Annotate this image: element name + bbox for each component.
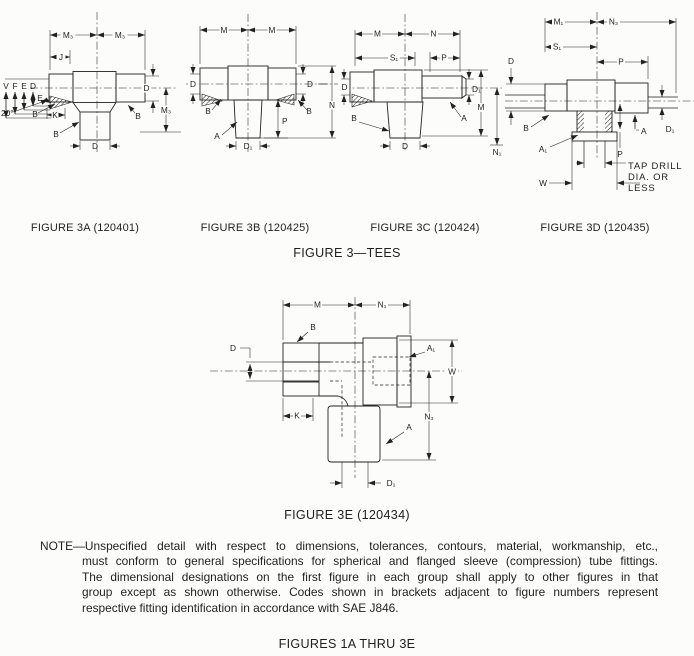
fig3b-labels xyxy=(190,25,335,151)
fig3d-tee-outline xyxy=(505,80,678,168)
fig3a-chamfer-hatch xyxy=(50,96,72,109)
fig3a-centerlines xyxy=(30,12,178,152)
fig3a-label-k: K xyxy=(52,110,58,120)
caption-figure-3d: FIGURE 3D (120435) xyxy=(540,222,650,234)
fig3c-label-d-bottom: D xyxy=(402,141,408,151)
fig3c-label-d-left: D xyxy=(341,82,348,92)
fig3b-dimensions xyxy=(188,26,338,150)
fig3b-label-m-left: M xyxy=(220,24,228,35)
note-line-4: group except as shown otherwise. Codes shown in brackets adjacent to figure numbers represent xyxy=(82,585,658,600)
fig3d-branch-wall-hatch-left xyxy=(577,111,584,132)
figure-3-group-title: FIGURE 3—TEES xyxy=(293,246,401,260)
fig3e-label-n1: N₁ xyxy=(377,299,387,310)
fig3a-label-m3-left: M₃ xyxy=(62,30,74,40)
fig3d-centerlines xyxy=(505,12,694,160)
fig3b-label-m-right: M xyxy=(268,24,276,35)
fig3d-label-m1: M₁ xyxy=(553,16,564,27)
note-paragraph xyxy=(40,539,658,616)
fig3d-label-w: W xyxy=(539,178,547,188)
fig3c-label-s1: S₁ xyxy=(389,52,399,63)
fig3e-label-w: W xyxy=(448,366,456,377)
fig3e-label-a1: A₁ xyxy=(426,343,436,353)
fig3d-label-b: B xyxy=(523,123,529,133)
fig3d-label-a1: A₁ xyxy=(538,144,548,154)
figures-range-title: FIGURES 1A THRU 3E xyxy=(278,637,416,651)
note-prefix: NOTE— xyxy=(40,539,85,553)
fig3e-label-m: M xyxy=(314,299,321,310)
fig3e-label-k: K xyxy=(294,410,300,421)
note-line-5: respective fitting identification in accordance with SAE J846. xyxy=(82,600,399,615)
fig3b-label-b1: B xyxy=(205,106,211,116)
figure-3b-drawing xyxy=(182,0,340,218)
fig3d-label-d: D xyxy=(508,56,514,66)
fig3a-label-e: E xyxy=(21,81,27,91)
fig3b-label-d-right: D xyxy=(307,79,313,89)
caption-figure-3a: FIGURE 3A (120401) xyxy=(30,222,140,234)
fig3a-label-j: J xyxy=(58,52,64,62)
fig3e-tee-outline xyxy=(283,336,411,462)
fig3d-label-tap-drill-2: DIA. OR xyxy=(628,172,669,183)
fig3d-label-a: A xyxy=(641,126,647,136)
fig3c-tee-outline xyxy=(350,70,466,138)
fig3a-label-m3-side: M₃ xyxy=(160,105,172,115)
caption-figure-3c: FIGURE 3C (120424) xyxy=(370,222,480,234)
fig3a-label-b1: B xyxy=(32,109,38,119)
fig3d-label-tap-drill-1: TAP DRILL xyxy=(628,161,683,172)
fig3d-labels xyxy=(508,17,682,195)
fig3d-label-tap-drill-3: LESS xyxy=(628,183,656,194)
note-line-1 xyxy=(40,539,658,554)
fig3b-label-d1: D₁ xyxy=(243,141,253,151)
fig3a-label-d-right: D xyxy=(143,83,150,93)
note-line-1-text: Unspecified detail with respect to dimensions, tolerances, contours, material, workmanship, etc., xyxy=(84,539,658,553)
fig3e-label-d1: D₁ xyxy=(386,478,396,488)
fig3b-label-p: P xyxy=(282,116,288,126)
fig3a-labels xyxy=(1,30,171,151)
fig3b-centerlines xyxy=(186,14,338,152)
fig3e-label-n3: N₃ xyxy=(424,411,434,422)
fig3b-label-a: A xyxy=(214,131,220,141)
fig3c-label-d1: D₁ xyxy=(472,84,481,94)
fig3b-label-d-left: D xyxy=(190,79,196,89)
fig3d-label-p-bottom: P xyxy=(617,149,623,159)
figure-3c-drawing xyxy=(340,0,505,218)
fig3d-label-p-top: P xyxy=(618,56,624,67)
note-line-3: The dimensional designations on the first figure in each group shall apply to other figures in that xyxy=(82,569,658,584)
fig3b-chamfer-hatch-right xyxy=(276,94,294,105)
fig3a-label-v: V xyxy=(3,81,9,91)
fig3d-label-s1: S₁ xyxy=(552,41,562,52)
fig3a-label-f: F xyxy=(12,81,18,91)
figure-3e-drawing xyxy=(182,285,512,500)
fig3a-label-angle: 20° xyxy=(1,108,14,118)
fig3c-label-m: M xyxy=(374,28,381,39)
fig3e-label-b: B xyxy=(310,322,316,332)
fig3c-label-a: A xyxy=(461,113,467,123)
figure-3d-drawing xyxy=(505,0,694,218)
fig3a-label-d-bottom: D xyxy=(92,141,98,151)
fig3c-chamfer-hatch xyxy=(352,94,372,107)
fig3b-chamfer-hatch-left xyxy=(202,94,222,106)
figure-3a-drawing xyxy=(0,0,182,218)
fig3d-branch-wall-hatch-right xyxy=(605,111,612,132)
fig3a-label-e2: E xyxy=(37,93,43,103)
fig3a-label-m3-right: M₃ xyxy=(114,30,126,40)
fig3e-dimensions xyxy=(240,300,458,488)
fig3d-label-n3: N₃ xyxy=(608,16,619,27)
fig3b-label-n: N xyxy=(329,100,335,110)
fig3c-label-n: N xyxy=(430,28,437,39)
fig3e-label-d: D xyxy=(230,343,236,353)
fig3c-label-b: B xyxy=(351,113,357,123)
fig3c-label-p: P xyxy=(441,52,447,63)
caption-figure-3e: FIGURE 3E (120434) xyxy=(284,508,410,522)
fig3c-label-n1: N₁ xyxy=(492,147,502,157)
fig3e-centerlines xyxy=(210,297,462,478)
fig3c-label-m-right: M xyxy=(477,102,485,112)
caption-figure-3b: FIGURE 3B (120425) xyxy=(200,222,310,234)
fig3e-label-a: A xyxy=(406,422,412,432)
fig3c-labels xyxy=(342,29,502,158)
fig3a-label-d: D xyxy=(30,81,36,91)
note-line-2: must conform to general specifications for spherical and flanged sleeve (compression) tube fittings. xyxy=(82,554,658,569)
fig3d-label-d1: D₁ xyxy=(665,124,675,134)
fig3a-label-b2: B xyxy=(53,129,59,139)
fig3b-label-b2: B xyxy=(306,106,312,116)
fig3a-label-b3: B xyxy=(135,111,141,121)
